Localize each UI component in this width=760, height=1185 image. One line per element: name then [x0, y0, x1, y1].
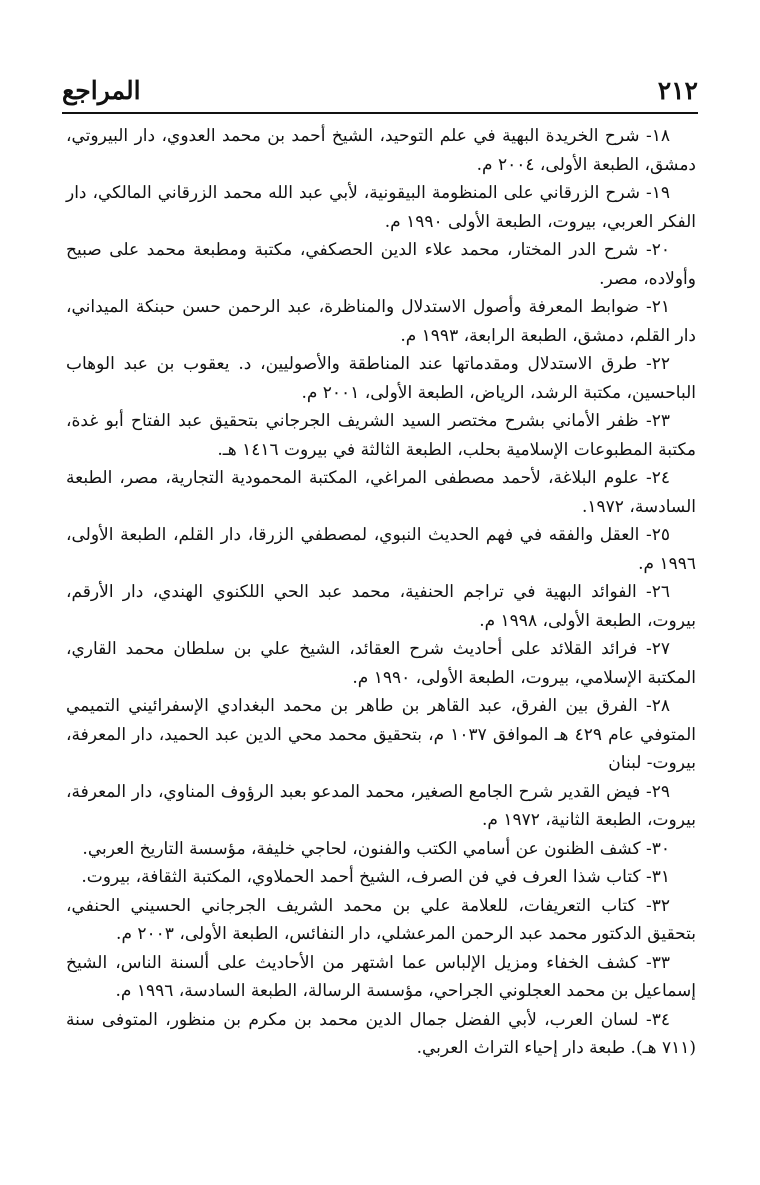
header-divider [62, 112, 698, 114]
reference-item: ٣٣- كشف الخفاء ومزيل الإلباس عما اشتهر من الأحاديث على ألسنة الناس، الشيخ إسماعيل بن محمد العجلوني الجراحي، مؤسسة الرسالة، الطبعة السادسة، ١٩٩٦ م. [66, 952, 696, 1001]
reference-item: ٢٤- علوم البلاغة، لأحمد مصطفى المراغي، المكتبة المحمودية التجارية، مصر، الطبعة السادسة، ١٩٧٢. [66, 468, 696, 517]
reference-item: ١٨- شرح الخريدة البهية في علم التوحيد، الشيخ أحمد بن محمد العدوي، دار البيروتي، دمشق، الطبعة الأولى، ٢٠٠٤ م. [66, 126, 696, 175]
reference-item: ٣٤- لسان العرب، لأبي الفضل جمال الدين محمد بن مكرم بن منظور، المتوفى سنة (٧١١ هـ). طبعة دار إحياء التراث العربي. [66, 1009, 696, 1058]
reference-item: ٢٦- الفوائد البهية في تراجم الحنفية، محمد عبد الحي اللكنوي الهندي، دار الأرقم، بيروت، الطبعة الأولى، ١٩٩٨ م. [66, 582, 696, 631]
reference-item: ٢٩- فيض القدير شرح الجامع الصغير، محمد المدعو بعبد الرؤوف المناوي، دار المعرفة، بيروت، الطبعة الثانية، ١٩٧٢ م. [66, 781, 696, 830]
reference-item: ٣١- كتاب شذا العرف في فن الصرف، الشيخ أحمد الحملاوي، المكتبة الثقافة، بيروت. [81, 867, 670, 887]
page-header [62, 70, 698, 118]
reference-item: ٢٣- ظفر الأماني بشرح مختصر السيد الشريف الجرجاني بتحقيق عبد الفتاح أبو غدة، مكتبة المطبوعات الإسلامية بحلب، الطبعة الثالثة في بيروت ١٤١٦ هـ. [66, 411, 696, 460]
reference-item: ٢٢- طرق الاستدلال ومقدماتها عند المناطقة والأصوليين، د. يعقوب بن عبد الوهاب الباحسين، مكتبة الرشد، الرياض، الطبعة الأولى، ٢٠٠١ م. [66, 354, 696, 403]
reference-item: ٢٠- شرح الدر المختار، محمد علاء الدين الحصكفي، مكتبة ومطبعة محمد على صبيح وأولاده، مصر. [66, 240, 696, 289]
reference-item: ٢٥- العقل والفقه في فهم الحديث النبوي، لمصطفي الزرقا، دار القلم، الطبعة الأولى، ١٩٩٦ م. [66, 525, 696, 574]
reference-item: ١٩- شرح الزرقاني على المنظومة البيقونية، لأبي عبد الله محمد الزرقاني المالكي، دار الفكر العربي، بيروت، الطبعة الأولى ١٩٩٠ م. [66, 183, 696, 232]
page-number: ٢١٢ [657, 76, 698, 105]
reference-item: ٣٠- كشف الظنون عن أسامي الكتب والفنون، لحاجي خليفة، مؤسسة التاريخ العربي. [82, 838, 670, 859]
references-list [66, 122, 696, 1063]
reference-item: ٢٨- الفرق بين الفرق، عبد القاهر بن طاهر بن محمد البغدادي الإسفرائيني التميمي المتوفي عام ٤٢٩ هـ الموافق ١٠٣٧ م، بتحقيق محمد محي الدين عبد الحميد، دار المعرفة، بيروت- لبنان [66, 696, 696, 773]
running-title: المراجع [62, 76, 141, 105]
reference-item: ٢١- ضوابط المعرفة وأصول الاستدلال والمناظرة، عبد الرحمن حسن حبنكة الميداني، دار القلم، دمشق، الطبعة الرابعة، ١٩٩٣ م. [66, 297, 696, 346]
reference-item: ٣٢- كتاب التعريفات، للعلامة علي بن محمد الشريف الجرجاني الحسيني الحنفي، بتحقيق الدكتور محمد عبد الرحمن المرعشلي، دار النفائس، الطبعة الأولى، ٢٠٠٣ م. [66, 895, 696, 944]
reference-item: ٢٧- فرائد القلائد على أحاديث شرح العقائد، الشيخ علي بن سلطان محمد القاري، المكتبة الإسلامي، بيروت، الطبعة الأولى، ١٩٩٠ م. [66, 639, 696, 688]
